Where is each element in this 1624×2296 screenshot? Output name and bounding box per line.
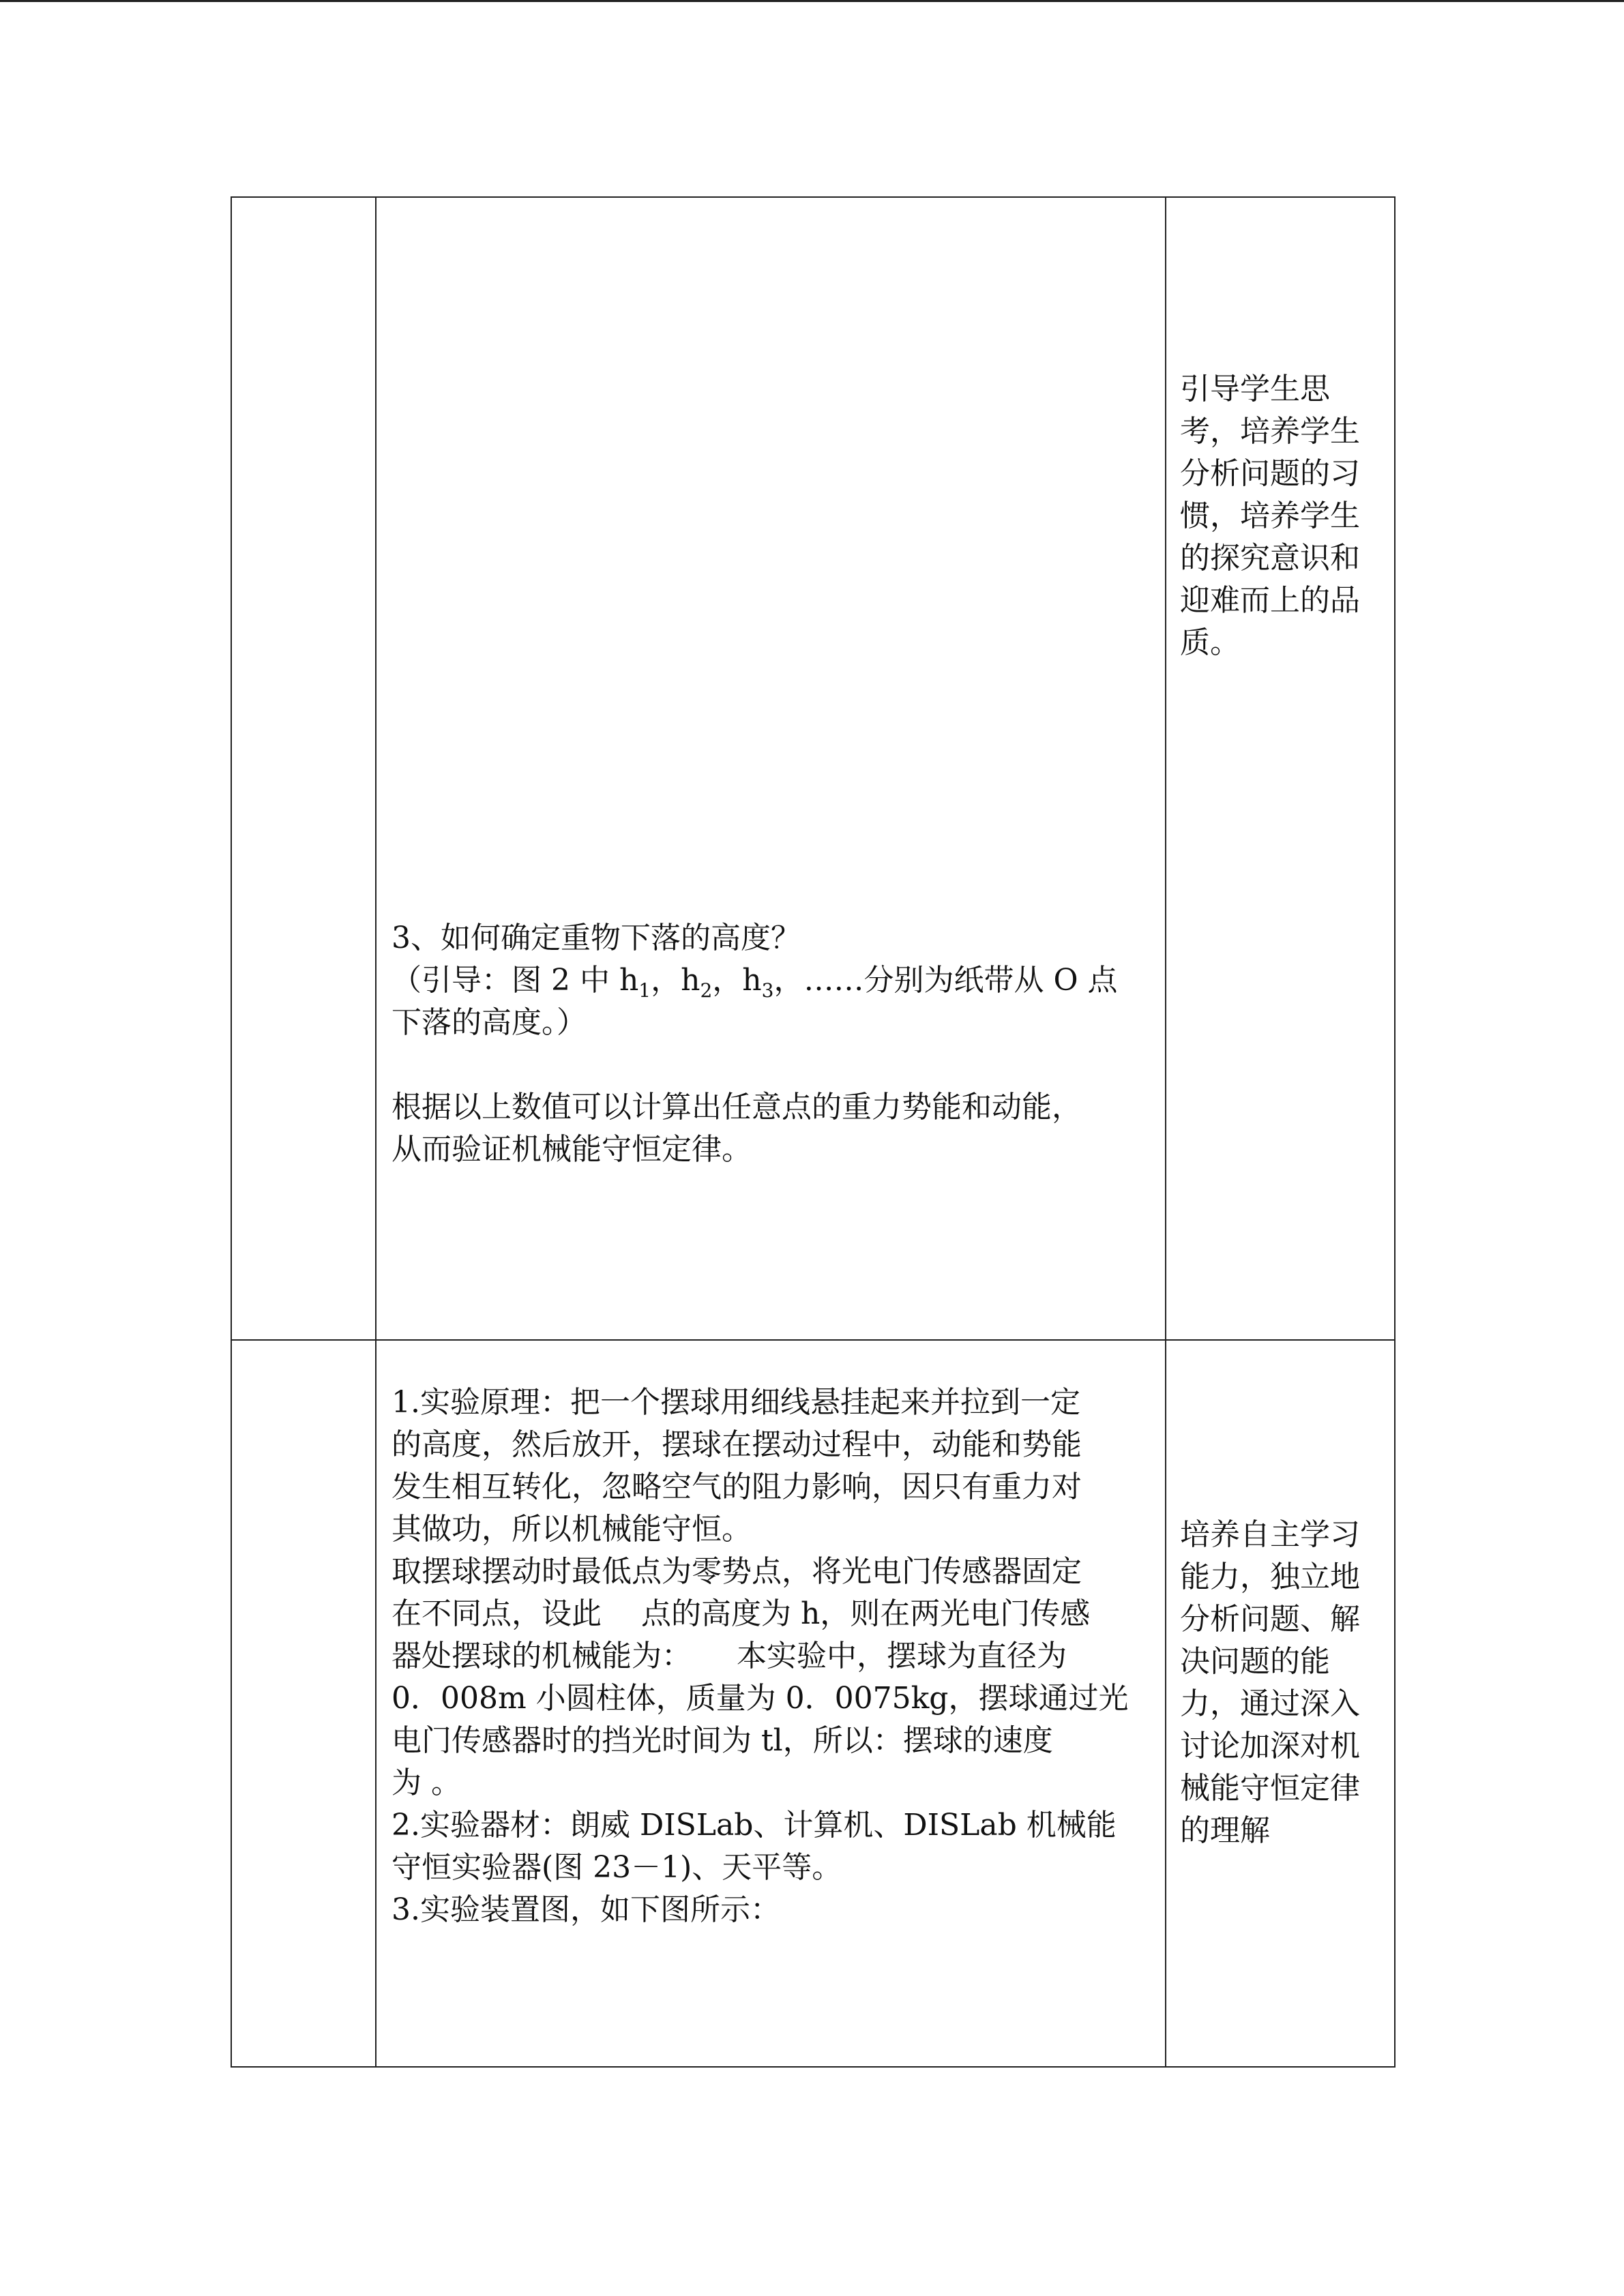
design-intent-cell	[1166, 1340, 1395, 2067]
lesson-plan-table	[231, 196, 1396, 2068]
design-intent-note: 引导学生思 考，培养学生 分析问题的习 惯，培养学生 的探究意识和 迎难而上的品 质。	[1180, 372, 1360, 660]
stage-cell	[231, 197, 376, 1340]
teaching-content-cell	[376, 1340, 1166, 2067]
conclusion-line-1: 根据以上数值可以计算出任意点的重力势能和动能，	[392, 1090, 1082, 1124]
guide-line-1: （引导：图 2 中 $h_1$，$h_2$，$h_3$，……分别为纸带从 O 点	[392, 963, 1118, 1002]
experiment-description: 1.实验原理：把一个摆球用细线悬挂起来并拉到一定 的高度，然后放开，摆球在摆动过程中，动能和势能 发生相互转化，忽略空气的阻力影响，因只有重力对 其做功，所以机械能守恒。 取摆球摆动时最低点为零势点，将光电门传感器固定 在不同点，设此 点的高度为 h，则在两光电门传感 器处摆球的机械能为： 本实验中，摆球为直径为 0．008m 小圆柱体，质量为 0．0075kg，摆球通过光 电门传感器时的挡光时间为 tl，所以：摆球的速度 为 。 2.实验器材：朗威 DISLab、计算机、DISLab 机械能 守恒实验器(图 23－1)、天平等。 3.实验装置图，如下图所示：	[392, 1385, 1129, 1927]
question-3: 3、如何确定重物下落的高度？	[392, 921, 801, 955]
stage-cell	[231, 1340, 376, 2067]
table-row	[231, 1340, 1395, 2067]
page-top-rule	[0, 0, 1624, 2]
teaching-content-cell	[376, 197, 1166, 1340]
content-block	[392, 917, 1151, 1171]
design-intent-cell	[1166, 197, 1395, 1340]
table-row	[231, 197, 1395, 1340]
guide-line-2: 下落的高度。）	[392, 1005, 587, 1040]
design-intent-note: 培养自主学习 能力，独立地 分析问题、解 决问题的能 力，通过深入 讨论加深对机 械能守恒定律 的理解	[1180, 1517, 1360, 1848]
conclusion-line-2: 从而验证机械能守恒定律。	[392, 1132, 752, 1167]
